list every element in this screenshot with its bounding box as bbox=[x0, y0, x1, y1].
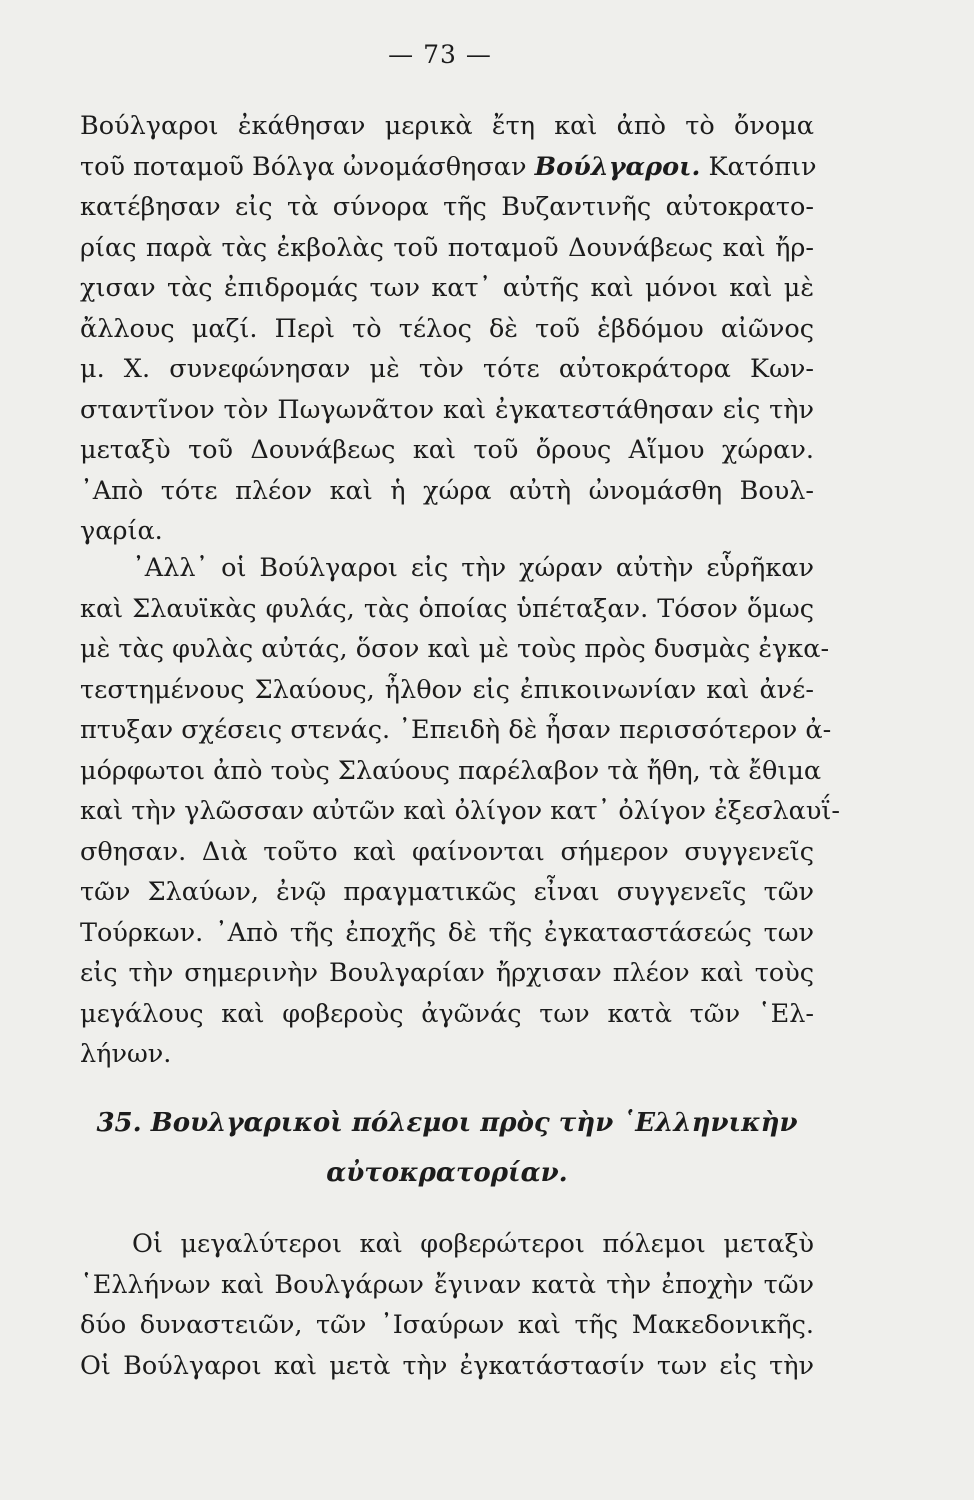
text-line: τῶν Σλαύων, ἐνῷ πραγματικῶς εἶναι συγγενεῖς τῶν bbox=[80, 877, 814, 907]
text-line: δύο δυναστειῶν, τῶν ᾿Ισαύρων καὶ τῆς Μακεδονικῆς. bbox=[80, 1310, 814, 1340]
paragraph-3 bbox=[80, 1224, 814, 1386]
text-line: μὲ τὰς φυλὰς αὐτάς, ὅσον καὶ μὲ τοὺς πρὸς δυσμὰς ἐγκα- bbox=[80, 634, 830, 664]
text-line: λήνων. bbox=[80, 1039, 172, 1069]
emphasized-term: Βούλγαροι. bbox=[534, 151, 701, 182]
text-line: μ. Χ. συνεφώνησαν μὲ τὸν τότε αὐτοκράτορα Κων- bbox=[80, 354, 814, 384]
text-line: σθησαν. Διὰ τοῦτο καὶ φαίνονται σήμερον συγγενεῖς bbox=[80, 836, 814, 867]
text-line: εἰς τὴν σημερινὴν Βουλγαρίαν ἤρχισαν πλέον καὶ τοὺς bbox=[80, 958, 814, 988]
text-line: Βούλγαροι ἐκάθησαν μερικὰ ἔτη καὶ ἀπὸ τὸ ὄνομα bbox=[80, 111, 814, 141]
text-line: μεγάλους καὶ φοβεροὺς ἀγῶνάς των κατὰ τῶν ῾Ελ- bbox=[80, 998, 814, 1029]
text-line: γαρία. bbox=[80, 516, 163, 546]
page-number: — 73 — bbox=[388, 40, 492, 69]
text-line bbox=[80, 147, 817, 188]
text-line: Τούρκων. ᾿Απὸ τῆς ἐποχῆς δὲ τῆς ἐγκαταστάσεώς των bbox=[80, 917, 814, 948]
text-line: ἄλλους μαζί. Περὶ τὸ τέλος δὲ τοῦ ἑβδόμου αἰῶνος bbox=[80, 313, 814, 344]
text-line: Οἱ μεγαλύτεροι καὶ φοβερώτεροι πόλεμοι μεταξὺ bbox=[132, 1229, 814, 1259]
text-line: μόρφωτοι ἀπὸ τοὺς Σλαύους παρέλαβον τὰ ἤθη, τὰ ἔθιμα bbox=[80, 755, 822, 786]
text-line: ᾿Αλλ᾽ οἱ Βούλγαροι εἰς τὴν χώραν αὐτὴν εὗρῆκαν bbox=[132, 553, 814, 583]
text-line: μεταξὺ τοῦ Δουνάβεως καὶ τοῦ ὄρους Αἵμου χώραν. bbox=[80, 435, 814, 465]
text-line: καὶ Σλαυϊκὰς φυλάς, τὰς ὁποίας ὑπέταξαν. Τόσον ὅμως bbox=[80, 593, 814, 624]
paragraph-1 bbox=[80, 106, 817, 552]
text-segment: τοῦ ποταμοῦ Βόλγα ὠνομάσθησαν bbox=[80, 151, 535, 182]
text-line: ᾿Απὸ τότε πλέον καὶ ἡ χώρα αὐτὴ ὠνομάσθη Βουλ- bbox=[80, 475, 814, 506]
text-line: ῾Ελλήνων καὶ Βουλγάρων ἔγιναν κατὰ τὴν ἐποχὴν τῶν bbox=[80, 1269, 814, 1300]
text-line: χισαν τὰς ἐπιδρομάς των κατ᾽ αὐτῆς καὶ μόνοι καὶ μὲ bbox=[80, 273, 814, 303]
heading-line-2: αὐτοκρατορίαν. bbox=[326, 1158, 568, 1188]
text-line: σταντῖνον τὸν Πωγωνᾶτον καὶ ἐγκατεστάθησαν εἰς τὴν bbox=[80, 394, 814, 425]
text-line: πτυξαν σχέσεις στενάς. ᾿Επειδὴ δὲ ἦσαν περισσότερον ἀ- bbox=[80, 715, 832, 745]
text-line: κατέβησαν εἰς τὰ σύνορα τῆς Βυζαντινῆς αὐτοκρατο- bbox=[80, 192, 814, 222]
text-line: καὶ τὴν γλῶσσαν αὐτῶν καὶ ὀλίγον κατ᾽ ὀλίγον ἐξεσλαυΐ- bbox=[80, 796, 840, 826]
text-line: Οἱ Βούλγαροι καὶ μετὰ τὴν ἐγκατάστασίν των εἰς τὴν bbox=[80, 1350, 814, 1381]
text-segment: Κατόπιν bbox=[700, 151, 817, 182]
text-line: ρίας παρὰ τὰς ἐκβολὰς τοῦ ποταμοῦ Δουνάβεως καὶ ἤρ- bbox=[80, 232, 814, 263]
paragraph-2 bbox=[80, 548, 840, 1075]
heading-line-1: 35. Βουλγαρικοὶ πόλεμοι πρὸς τὴν ῾Ελληνικὴν bbox=[96, 1108, 798, 1138]
section-heading bbox=[80, 1098, 814, 1198]
text-line: τεστημένους Σλαύους, ἦλθον εἰς ἐπικοινωνίαν καὶ ἀνέ- bbox=[80, 674, 814, 705]
